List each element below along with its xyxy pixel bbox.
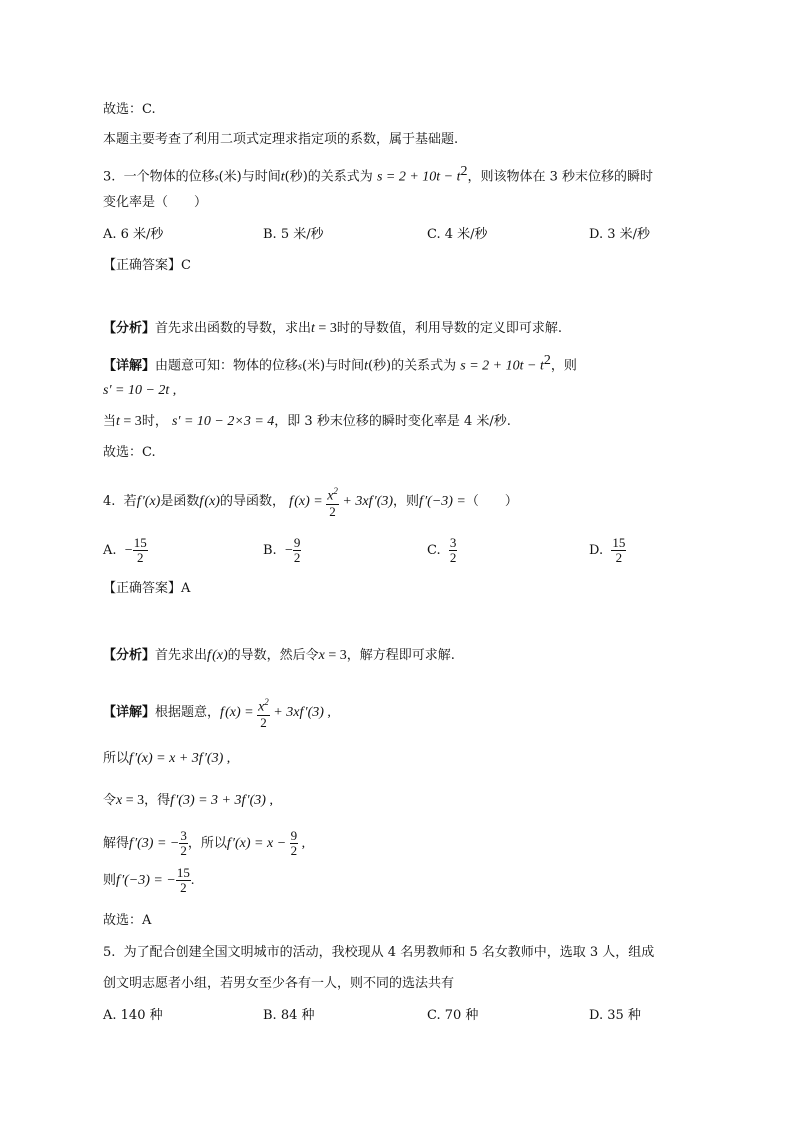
q3-derivative: s′ = 10 − 2t , <box>103 383 177 398</box>
q4-option-a: A. − $\frac{15}{2}$ <box>103 535 147 565</box>
q3-option-c: C. 4 米/秒 <box>427 227 488 242</box>
q5-option-d: D. 35 种 <box>589 1008 641 1023</box>
q5-option-c: C. 70 种 <box>427 1008 479 1023</box>
q5-option-b: B. 84 种 <box>263 1008 315 1023</box>
question-5-stem: 5. 为了配合创建全国文明城市的活动，我校现从 4 名男教师和 5 名女教师中，选取 3 人，组成 <box>103 945 655 960</box>
q3-detail: 【详解】由题意可知：物体的位移s(米)与时间t(秒)的关系式为 $s = 2 + 10t - t^2$，则 <box>103 353 577 374</box>
summary-line: 本题主要考查了利用二项式定理求指定项的系数，属于基础题. <box>103 132 459 147</box>
q4-detail: 【详解】根据题意，f (x) = $\frac{x^2}{2}$ + 3xf ′(3) , <box>103 697 331 730</box>
q3-analysis: 【分析】首先求出函数的导数，求出t = 3时的导数值，利用导数的定义即可求解. <box>103 321 562 336</box>
q4-conclusion: 故选：A <box>103 913 152 928</box>
q4-analysis: 【分析】首先求出f (x)的导数，然后令x = 3，解方程即可求解. <box>103 648 455 663</box>
q4-step-4: 则f ′(−3) = − $\frac{15}{2}$ . <box>103 865 195 895</box>
q4-option-d: D. $\frac{15}{2}$ <box>589 535 626 565</box>
conclusion-line: 故选：C. <box>103 102 156 117</box>
question-3-stem-cont: 变化率是（ ） <box>103 195 208 210</box>
q5-option-a: A. 140 种 <box>103 1008 163 1023</box>
q3-answer: 【正确答案】C <box>103 258 191 273</box>
q4-step-2: 令x = 3，得f ′(3) = 3 + 3f ′(3) , <box>103 793 273 808</box>
q4-option-c: C. $\frac{3}{2}$ <box>427 535 457 565</box>
q3-conclusion: 故选：C. <box>103 445 156 460</box>
q3-option-a: A. 6 米/秒 <box>103 227 164 242</box>
q3-option-d: D. 3 米/秒 <box>589 227 651 242</box>
q4-step-3: 解得f ′(3) = − $\frac{3}{2}$ ，所以f ′(x) = x − $\frac{9}{2}$ , <box>103 828 306 858</box>
question-4-stem: 4. 若f ′(x)是函数f (x)的导函数， f (x) = $\frac{x^2}{2}$ + 3xf ′(3)，则f ′(−3) =（ ） <box>103 486 518 519</box>
q3-option-b: B. 5 米/秒 <box>263 227 324 242</box>
question-5-stem-cont: 创文明志愿者小组，若男女至少各有一人，则不同的选法共有 <box>103 976 455 991</box>
q4-answer: 【正确答案】A <box>103 581 191 596</box>
q3-when: 当t = 3时， s′ = 10 − 2×3 = 4，即 3 秒末位移的瞬时变化率是 4 米/秒. <box>103 414 511 429</box>
q4-step-1: 所以f ′(x) = x + 3f ′(3) , <box>103 751 231 766</box>
q4-option-b: B. − $\frac{9}{2}$ <box>263 535 301 565</box>
question-3-stem: 3. 一个物体的位移s(米)与时间t(秒)的关系式为 $s = 2 + 10t - t^2$，则该物体在 3 秒末位移的瞬时 <box>103 164 654 185</box>
